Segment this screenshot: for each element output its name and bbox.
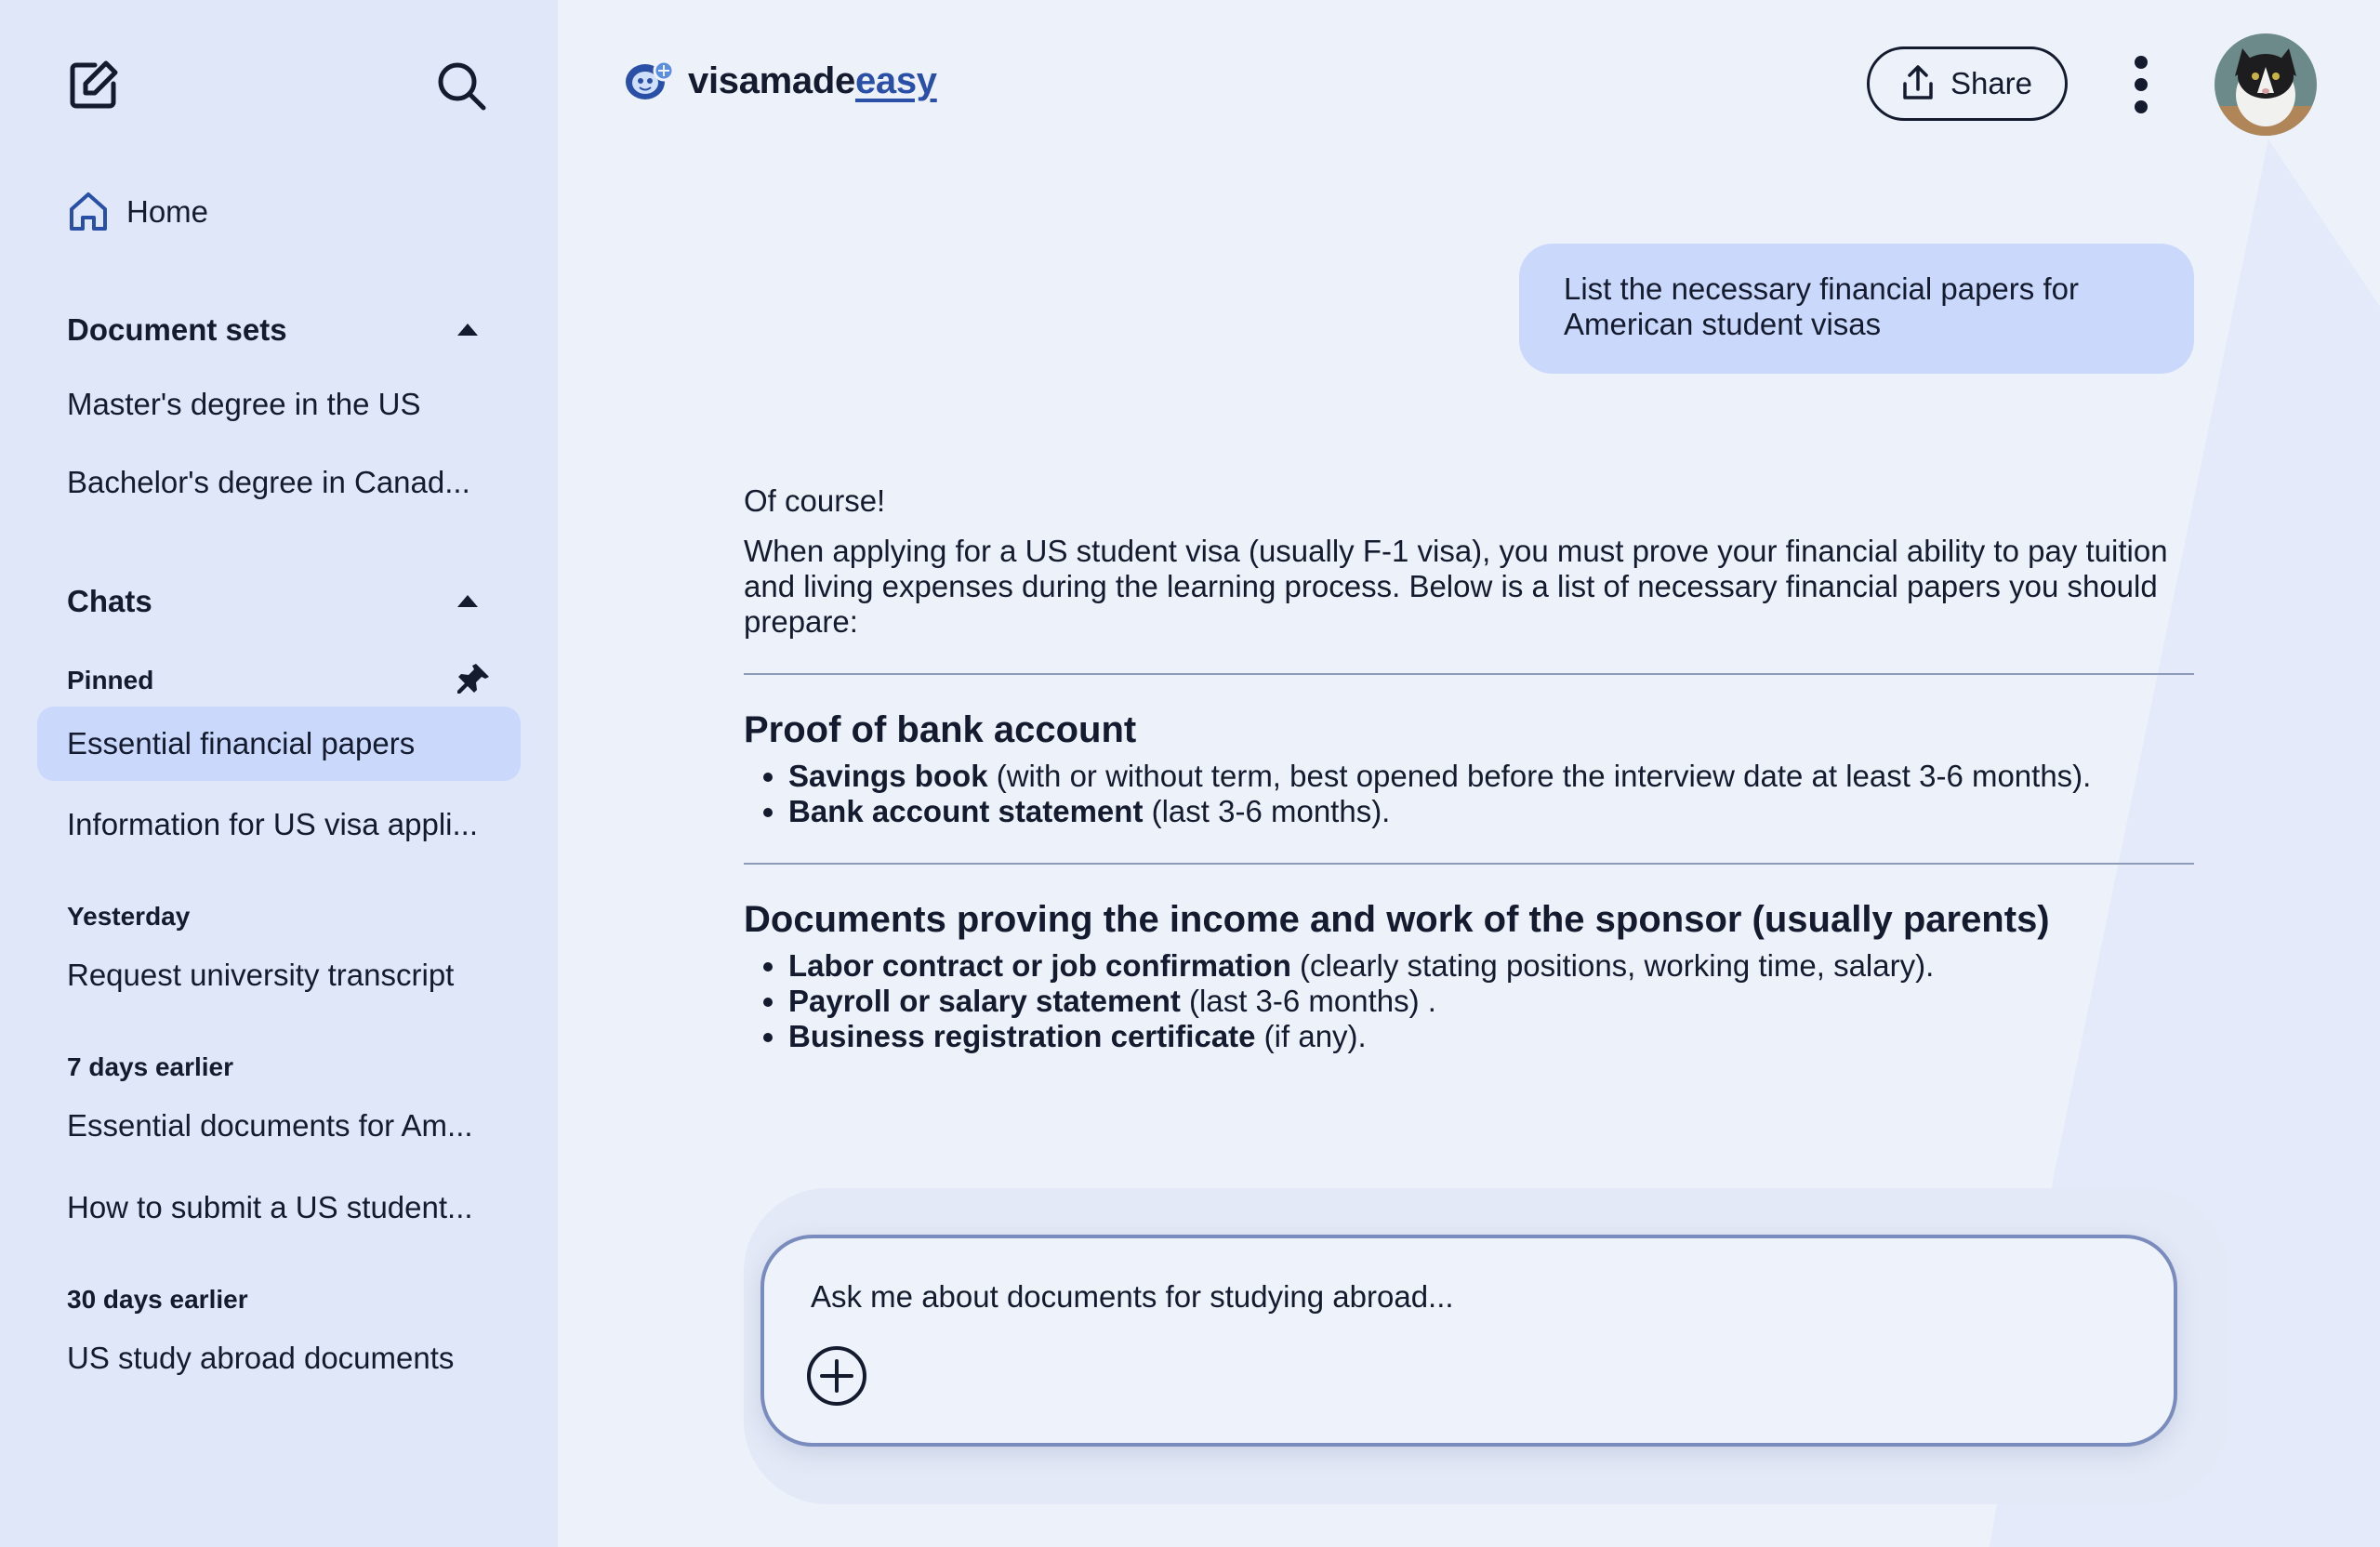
document-set-item[interactable]: Master's degree in the US [67, 387, 421, 421]
bullet-list [744, 759, 2194, 829]
document-sets-title: Document sets [67, 312, 287, 347]
divider [744, 863, 2194, 865]
section-heading: Documents proving the income and work of the sponsor (usually parents) [744, 899, 2050, 940]
list-item-bold: Payroll or salary statement [788, 984, 1181, 1018]
document-set-item[interactable]: Bachelor's degree in Canad... [67, 465, 470, 499]
answer-intro-1: Of course! [744, 483, 886, 518]
chat-main [558, 0, 2380, 1547]
list-item [788, 984, 2194, 1019]
home-label: Home [126, 194, 209, 229]
share-button[interactable] [1867, 46, 2068, 121]
user-avatar[interactable] [2215, 33, 2317, 136]
list-item [788, 794, 2194, 829]
answer-intro-2: When applying for a US student visa (usually F-1 visa), you must prove your financial ability to pay tuition and living expenses during the learning process. Below is a list of necessary financial papers you should prepare: [744, 534, 2168, 639]
list-item-bold: Business registration certificate [788, 1019, 1256, 1053]
thirty-days-label: 30 days earlier [67, 1285, 248, 1314]
brand-name-part2: easy [854, 60, 937, 101]
sidebar [0, 0, 558, 1547]
list-item [788, 1019, 2194, 1054]
divider [744, 673, 2194, 675]
list-item-text: (last 3-6 months). [1143, 794, 1391, 828]
list-item-bold: Labor contract or job confirmation [788, 948, 1291, 983]
plus-circle-icon [805, 1344, 868, 1408]
pinned-label: Pinned [67, 666, 154, 694]
share-label: Share [1950, 66, 2033, 100]
user-message-bubble [1519, 244, 2194, 374]
list-item-text: (with or without term, best opened before the interview date at least 3-6 months). [987, 759, 2092, 793]
user-message-text: List the necessary financial papers for American student visas [1564, 271, 2079, 341]
pin-icon [454, 662, 491, 699]
home-link[interactable] [67, 186, 208, 238]
assistant-answer [744, 483, 2194, 1054]
list-item-text: (if any). [1255, 1019, 1367, 1053]
upload-icon [1902, 65, 1934, 102]
robot-logo-icon [623, 58, 675, 104]
chat-item[interactable]: US study abroad documents [67, 1341, 455, 1375]
section-heading: Proof of bank account [744, 709, 1137, 750]
message-input[interactable] [811, 1279, 2094, 1315]
brand-logo[interactable] [623, 58, 937, 104]
document-sets-collapse-icon[interactable] [457, 324, 478, 336]
chats-title: Chats [67, 584, 152, 618]
bullet-list [744, 948, 2194, 1054]
list-item [788, 759, 2194, 794]
list-item-text: (last 3-6 months) . [1180, 984, 1436, 1018]
chat-item[interactable]: How to submit a US student... [67, 1190, 473, 1224]
search-icon[interactable] [435, 60, 487, 112]
list-item-bold: Bank account statement [788, 794, 1144, 828]
list-item-text: (clearly stating positions, working time, salary). [1290, 948, 1935, 983]
chats-collapse-icon[interactable] [457, 595, 478, 607]
add-attachment-button[interactable] [805, 1344, 868, 1408]
brand-name-part1: visamade [688, 60, 855, 101]
seven-days-label: 7 days earlier [67, 1052, 234, 1081]
new-chat-icon[interactable] [67, 60, 119, 112]
list-item [788, 948, 2194, 984]
list-item-bold: Savings book [788, 759, 988, 793]
composer [760, 1235, 2177, 1447]
chat-item-active[interactable] [37, 707, 521, 781]
chat-item-label: Essential financial papers [67, 726, 416, 760]
more-options-icon[interactable] [2127, 54, 2155, 115]
yesterday-label: Yesterday [67, 902, 191, 931]
chat-item[interactable]: Information for US visa appli... [67, 807, 479, 841]
chat-item[interactable]: Essential documents for Am... [67, 1108, 473, 1143]
home-icon [67, 191, 110, 233]
chat-item[interactable]: Request university transcript [67, 958, 455, 992]
